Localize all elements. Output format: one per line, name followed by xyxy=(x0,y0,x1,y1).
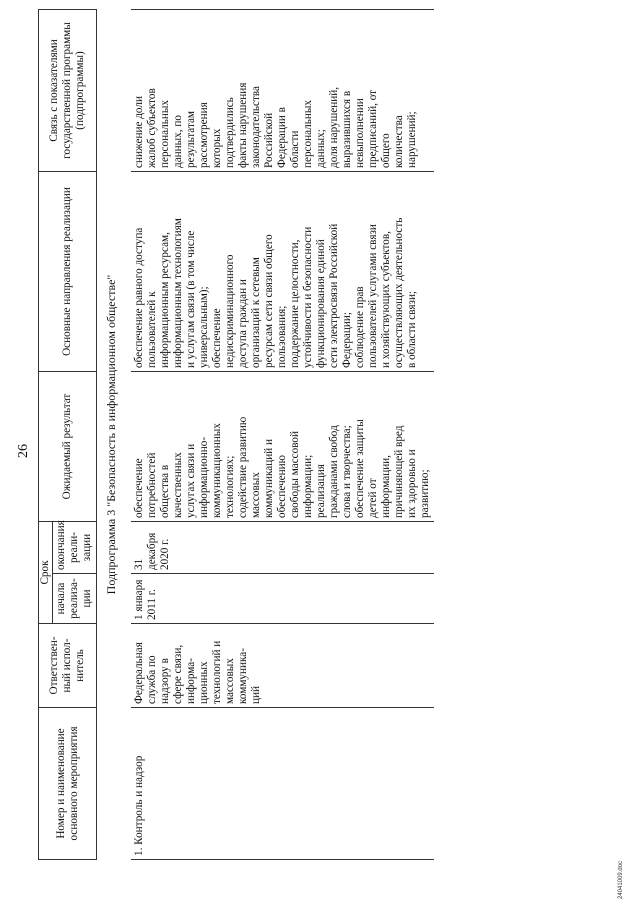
page-number: 26 xyxy=(16,444,31,458)
header-link: Связь с показателями государственной программы (подпрограммы) xyxy=(39,10,97,172)
subprogram-row xyxy=(97,10,132,860)
header-responsible: Ответствен-ный испол-нитель xyxy=(39,624,97,708)
header-expected-result: Ожидаемый результат xyxy=(39,372,97,522)
header-start: начала реализа-ции xyxy=(53,574,97,624)
row-main-directions: обеспечение равного доступа пользователей к информационным ресурсам, информационным технологиям и услугам связи (в том числе универсальным); обеспечение недискриминационного доступа граждан и организаций к сетевым ресурсам сети связи общего пользования; поддержание целостности, устойчивости и безопасности функционирования единой сети электросвязи Российской Федерации; соблюдение прав пользователей услугами связи и хозяйствующих субъектов, осуществляющих деятельность в области связи; xyxy=(131,172,434,372)
row-name: 1. Контроль и надзор xyxy=(131,708,434,860)
row-responsible: Федеральная служба по надзору в сфере связи, информа- ционных технологий и массовых коммуника- ций xyxy=(131,624,434,708)
subprogram-title: Подпрограмма 3 "Безопасность в информационном обществе" xyxy=(104,274,118,595)
row-expected-result: обеспечение потребностей общества в качественных услугах связи и информационно- коммуникационных технологиях; содействие развитию массовых коммуникаций и обеспечению свободы массовой информации; реализация гражданами свобод слова и творчества; обеспечение защиты детей от информации, причиняющей вред их здоровью и развитию; xyxy=(131,372,434,522)
header-row xyxy=(39,10,53,860)
header-end: окончания реали-зации xyxy=(53,522,97,574)
header-term: Срок xyxy=(39,522,53,624)
document-id: 24041009.doc xyxy=(618,860,624,899)
row-link: снижение доли жалоб субъектов персональных данных, по результатам рассмотрения которых подтвердились факты нарушения законодательства Российской Федерации в области персональных данных; доля нарушений, выразившихся в невыполнении предписаний, от общего количества нарушений; xyxy=(131,10,434,172)
row-end: 31 декабря 2020 г. xyxy=(131,522,434,574)
subprogram-title-cell xyxy=(97,10,132,860)
row-start: 1 января 2011 г. xyxy=(131,574,434,624)
header-number-name: Номер и наименование основного мероприятия xyxy=(39,708,97,860)
table-row xyxy=(131,10,434,860)
header-main-directions: Основные направления реализации xyxy=(39,172,97,372)
program-table xyxy=(38,9,434,860)
